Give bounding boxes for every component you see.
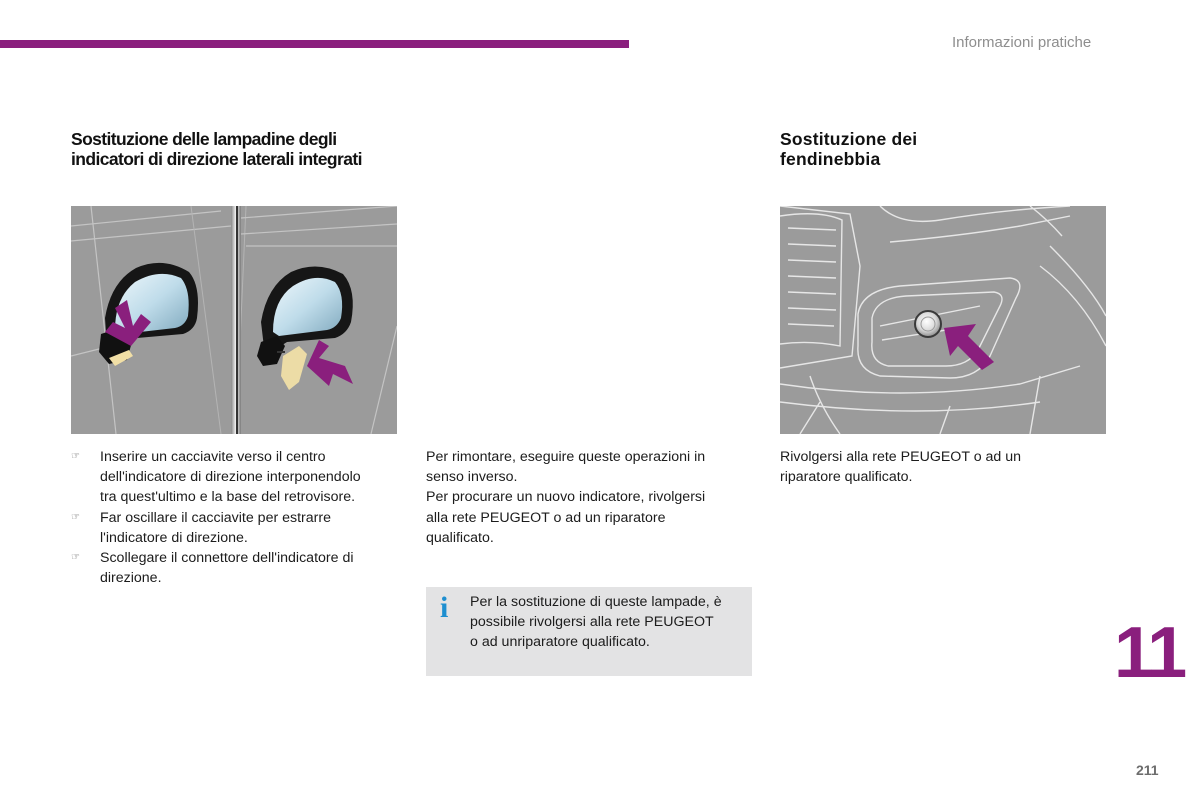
section-title: Informazioni pratiche	[952, 34, 1092, 51]
title-line: Sostituzione delle lampadine degli	[71, 129, 337, 149]
info-box	[426, 587, 752, 676]
title-line: indicatori di direzione laterali integrati	[71, 149, 362, 169]
step-line: Inserire un cacciavite verso il centro	[100, 449, 326, 465]
info-line: o ad unriparatore qualificato.	[470, 634, 650, 651]
paragraph-line: Per rimontare, eseguire queste operazioni in	[426, 449, 706, 465]
page-number: 211	[1136, 762, 1159, 778]
step-line: dell'indicatore di direzione interponendolo	[100, 469, 361, 486]
pointing-hand-icon: ☞	[71, 511, 80, 523]
instruction-steps	[71, 447, 401, 588]
mirror-indicator-illustration	[71, 206, 397, 434]
step-line: Scollegare il connettore dell'indicatore di	[100, 550, 354, 567]
step-line: Far oscillare il cacciavite per estrarre	[100, 509, 332, 526]
right-section-title	[780, 129, 917, 169]
reassembly-paragraph	[426, 447, 705, 548]
pointing-hand-icon: ☞	[71, 552, 80, 564]
paragraph-line: Rivolgersi alla rete PEUGEOT o ad un	[780, 449, 1022, 465]
title-line: Sostituzione dei	[780, 129, 918, 149]
paragraph-line: senso inverso.	[426, 469, 518, 486]
paragraph-line: Per procurare un nuovo indicatore, rivolgersi	[426, 489, 706, 506]
paragraph-line: alla rete PEUGEOT o ad un riparatore	[426, 509, 666, 526]
info-text	[470, 592, 722, 653]
info-line: Per la sostituzione di queste lampade, è	[470, 594, 722, 610]
step-line: tra quest'ultimo e la base del retrovisore.	[100, 489, 356, 506]
fog-light-paragraph	[780, 447, 1021, 487]
info-line: possibile rivolgersi alla rete PEUGEOT	[470, 614, 714, 631]
title-line: fendinebbia	[780, 149, 881, 169]
chapter-color-bar	[0, 40, 629, 48]
left-section-title	[71, 129, 362, 169]
paragraph-line: riparatore qualificato.	[780, 469, 913, 486]
step-item	[71, 508, 401, 548]
step-line: direzione.	[100, 570, 162, 587]
paragraph-line: qualificato.	[426, 529, 494, 546]
fog-light-illustration	[780, 206, 1106, 434]
step-item	[71, 447, 401, 508]
pointing-hand-icon: ☞	[71, 451, 80, 462]
step-line: l'indicatore di direzione.	[100, 529, 248, 546]
info-icon: i	[440, 591, 449, 624]
step-item	[71, 548, 401, 588]
chapter-number: 11	[1114, 613, 1185, 693]
